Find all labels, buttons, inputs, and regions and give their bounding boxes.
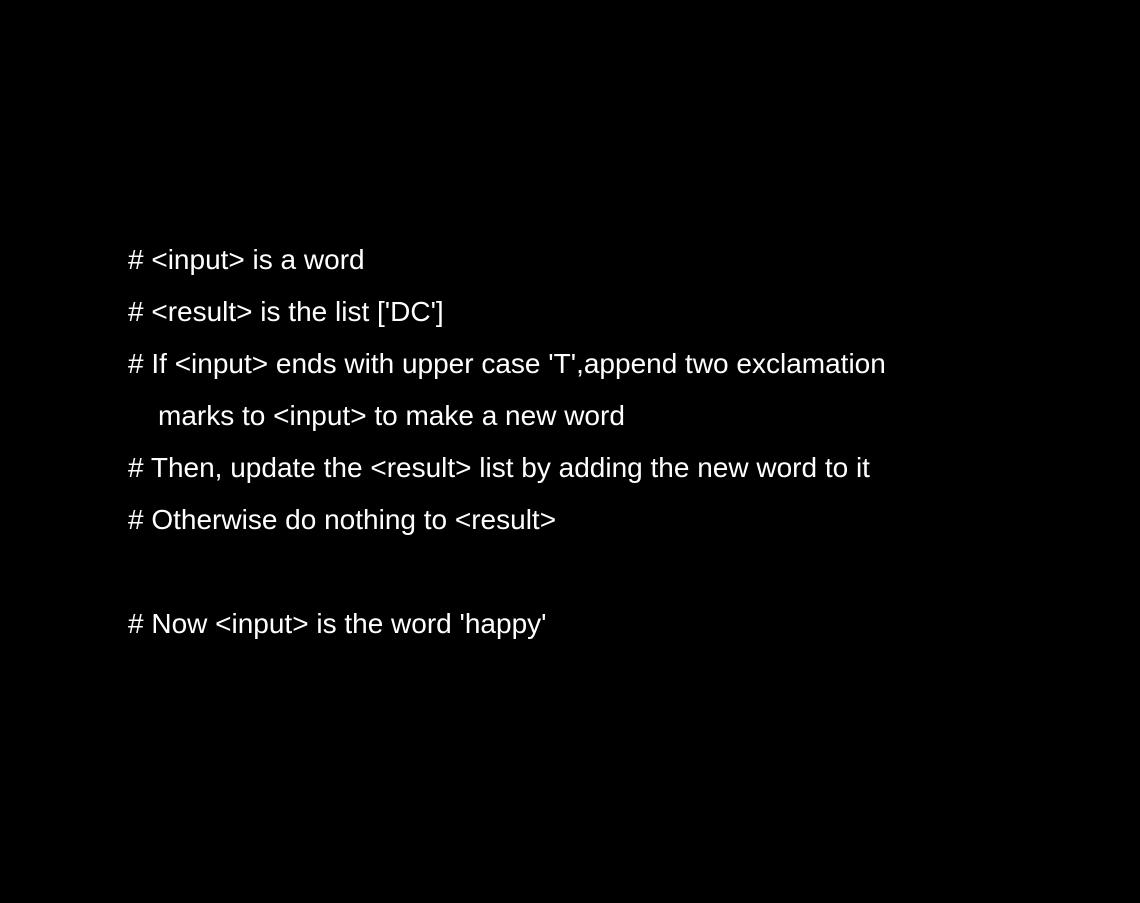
comment-line-condition-continued: marks to <input> to make a new word xyxy=(158,400,625,431)
comment-line-input-definition: # <input> is a word xyxy=(128,244,365,275)
comment-line-condition: # If <input> ends with upper case 'T',append two exclamation xyxy=(128,348,886,379)
comment-line-update-result: # Then, update the <result> list by adding the new word to it xyxy=(128,452,870,483)
comment-line-input-value: # Now <input> is the word 'happy' xyxy=(128,608,547,639)
comment-line-result-definition: # <result> is the list ['DC'] xyxy=(128,296,444,327)
blank-line-spacer xyxy=(128,546,1118,598)
comment-line-otherwise: # Otherwise do nothing to <result> xyxy=(128,504,557,535)
instruction-text-block xyxy=(128,234,1118,650)
